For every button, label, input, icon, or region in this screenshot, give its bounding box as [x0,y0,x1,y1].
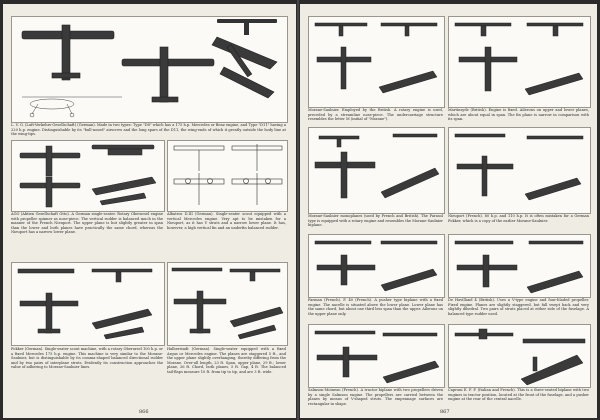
caption-ago: AGO (Aktien Gesellschaft Otto). A German single-seater. Rotary Oberursel engine with propeller spinner as nose-piece. The vertical rudder is balanced much in the manner of the French Nieuport. The upper plane is but slightly greater in span than the lower and both planes have practically the same chord, whereas the Nieuport has a narrow lower plane. [11,212,163,235]
caption-lvg: L. V. G. (Luft-Verkehrs-Gesellschaft) (German). Made in two types: Type "D8" which has a 175 h.p. Mercedes or Benz engine, and Type "D11" having a 220 h.p. engine. Distinguishable by its "bull-nosed" airscrew and the long spars of the D11, the wing-ends of which it greatly outside the body line at the wing-tips. [11,123,286,137]
plate-havilland [448,234,591,298]
plate-morane-monoplane [308,127,445,214]
havilland-illustration [449,235,590,297]
right-page-number: 867 [440,409,450,415]
plate-ago [11,140,165,212]
plate-salmson [308,324,445,388]
albatros-illustration [168,141,287,211]
plate-lvg [11,16,288,123]
ago-illustration [12,141,164,211]
left-page-number: 866 [139,409,149,415]
nieuport-illustration [449,128,590,213]
caption-farman: Farman (French). F. 40 (French). A pusher type biplane with a fixed engine. The nacelle is situated above the lower plane. Lower plane has the same chord, but about one third less span than the upper. Ailerons on the upper plane only. [308,298,443,316]
lvg-illustration [12,17,287,122]
caption-salmson: Salmson-Moineau (French). A tractor biplane with two propellers driven by a single Salmson engine. The propellers are carried between the planes by means of V-shaped struts. The empennage surfaces are rectangular in shape. [308,388,443,406]
caption-morane: Morane-Saulnier. Employed by the British. A rotary engine is used, preceded by a streamline nose-piece. The undercarriage structure resembles the letter M (initial of "Morane"). [308,108,443,122]
martinsyde-illustration [449,17,590,107]
morane-illustration [309,17,444,107]
caption-nieuport: Nieuport (French). 80 h.p. and 110 h.p. It is often mistaken for a German Fokker, which is a copy of the earlier Morane-Saulnier. [448,214,589,223]
plate-morane [308,16,445,108]
caption-halberstadt: Halberstadt (German). Single-seater equipped with a fixed Argus or Mercedes engine. The planes are staggered 5 ft., and the upper plane slightly overhanging, thereby differing from the Morane. Over-all length, 23 ft. Span, upper plane, 29 ft.; lower plane, 26 ft. Chord, both planes, 5 ft. Gap, 4 ft. The balanced tail-flaps measure 10 ft. from tip to tip, and are 3 ft. wide. [167,347,286,374]
salmson-illustration [309,325,444,387]
caption-caproni: Caproni E. F. F. (Italian and French). This is a three-seated biplane with two engines in tractor position, located at the front of the fuselage, and a pusher engine at the rear of the central nacelle. [448,388,589,402]
caption-fokker: Fokker (German). Single-seater scout machine, with a rotary Oberursel 100 h.p. or a fixed Mercedes 175 h.p. engine. This machine is very similar to the Morane-Saulnier, but is distinguishable by its comma-shaped balanced directional rudder and by two pairs of interplane struts. Evidently its construction approaches the value of adhering to Morane-Saulnier lines. [11,347,163,370]
halberstadt-illustration [168,263,287,345]
farman-illustration [309,235,444,297]
plate-caproni [448,324,591,388]
morane-monoplane-illustration [309,128,444,213]
plate-fokker [11,262,165,346]
plate-halberstadt [167,262,288,346]
plate-albatros [167,140,288,212]
fokker-illustration [12,263,164,345]
plate-nieuport [448,127,591,214]
caption-albatros: Albatros D.III (German). Single-seater scout equipped with a vertical Mercedes engine. Very apt to be mistaken for a Nieuport, as it has V struts and a narrow lower plane. It has, however, a high vertical fin and an underfin balanced rudder. [167,212,286,230]
caption-morane-monoplane: Morane-Saulnier monoplanes (used by French and British). The Parasol type is equipped with a rotary engine and resembles the Morane-Saulnier biplane. [308,214,443,228]
caption-martinsyde: Martinsyde (British). Engine is fixed. Ailerons on upper and lower planes, which are about equal in span. The fin plane is narrow in comparison with its span. [448,108,589,122]
left-page [3,4,296,418]
plate-farman [308,234,445,298]
plate-martinsyde [448,16,591,108]
caption-havilland: De Havilland 4 (British). Uses a V-type engine and four-bladed propeller. Fixed engine. Planes are slightly staggered, but fall swept back and very slightly dihedral. Two pairs of struts placed at either side of the fuselage. A balanced type rudder used. [448,298,589,316]
right-page [300,4,597,418]
caproni-illustration [449,325,590,387]
